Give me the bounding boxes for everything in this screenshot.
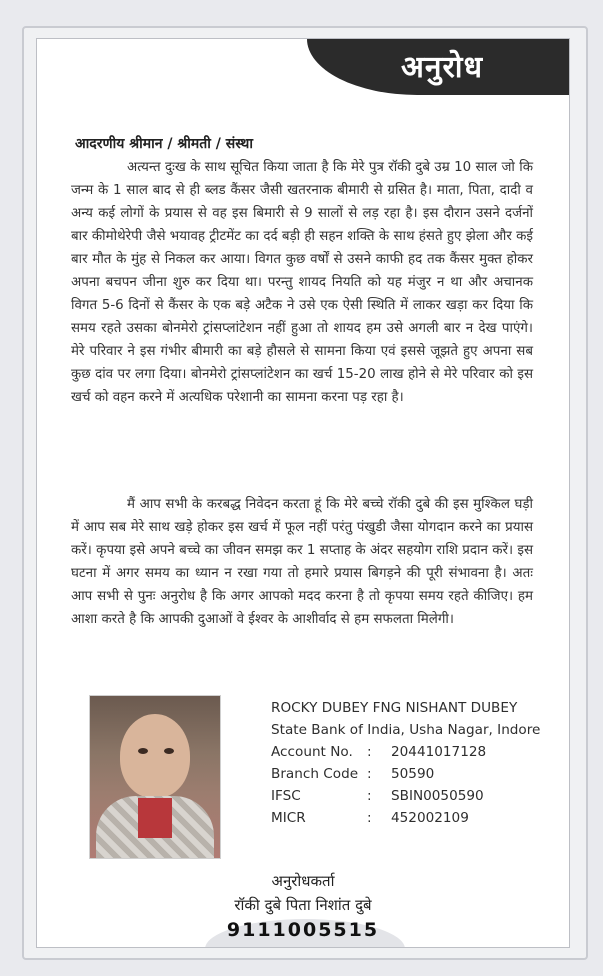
bank-value: 452002109 — [391, 810, 469, 826]
phone-number: 9111005515 — [226, 919, 380, 941]
bank-separator: : — [367, 766, 372, 782]
bank-label: Account No. — [271, 744, 353, 760]
bank-row — [271, 807, 540, 829]
bank-row — [271, 785, 540, 807]
bank-row — [271, 763, 540, 785]
bank-label: MICR — [271, 810, 306, 826]
salutation: आदरणीय श्रीमान / श्रीमती / संस्था — [75, 136, 253, 152]
bank-label: IFSC — [271, 788, 301, 804]
photo-face — [120, 714, 190, 798]
child-photo — [89, 695, 221, 859]
photo-eye — [164, 748, 174, 754]
paragraph-1: अत्यन्त दुःख के साथ सूचित किया जाता है कि मेरे पुत्र रॉकी दुबे उम्र 10 साल जो कि जन्म के 1 साल बाद से ही ब्लड कैंसर जैसी खतरनाक बीमारी से ग्रसित है। माता, पिता, दादी व अन्य कई लोगों के प्रयास से वह इस बिमारी से 9 सालों से लड़ रहा है। इस दौरान उसने दर्जनों बार कीमोथेरेपी जैसे भयावह ट्रीटमेंट का दर्द बड़ी ही सहन शक्ति के साथ हंसते हुए झेला और कई बार मौत के मुंह से निकल कर आया। विगत कुछ वर्षों से उसने काफी हद तक कैंसर मुक्त होकर अपना बचपन जीना शुरु कर दिया था। परन्तु शायद नियति को यह मंजुर न था और अचानक विगत 5-6 दिनों से कैंसर के एक बड़े अटैक ने उसे एक ऐसी स्थिति में लाकर खड़ा कर दिया कि समय रहते उसका बोनमेरो ट्रांसप्लांटेशन नहीं हुआ तो शायद हम उसे अगली बार न देख पाएंगे। मेरे परिवार ने इस गंभीर बीमारी का बड़े हौसले से सामना किया एवं इससे जूझते हुए अपना सब कुछ दांव पर लगा दिया। बोनमेरो ट्रांसप्लांटेशन का खर्च 15-20 लाख होने से मेरे परिवार को इस खर्च को वहन करने में अत्यधिक परेशानी का सामना करना पड़ रहा है। — [71, 160, 533, 405]
account-name: ROCKY DUBEY FNG NISHANT DUBEY — [271, 700, 518, 716]
bank-value: SBIN0050590 — [391, 788, 484, 804]
bank-value: 50590 — [391, 766, 435, 782]
photo-collar — [138, 798, 172, 838]
bank-separator: : — [367, 788, 372, 804]
bank-branch: State Bank of India, Usha Nagar, Indore — [271, 722, 541, 738]
appeal-letter — [36, 38, 570, 948]
bank-separator: : — [367, 810, 372, 826]
bank-details — [271, 697, 540, 829]
bank-label: Branch Code — [271, 766, 359, 782]
bank-row — [271, 741, 540, 763]
requester-name: रॉकी दुबे पिता निशांत दुबे — [234, 896, 372, 914]
page-title: अनुरोध — [400, 50, 484, 85]
bank-separator: : — [367, 744, 372, 760]
requester-label: अनुरोधकर्ता — [271, 872, 335, 890]
photo-eye — [138, 748, 148, 754]
bank-value: 20441017128 — [391, 744, 487, 760]
paragraph-2: मैं आप सभी के करबद्ध निवेदन करता हूं कि मेरे बच्चे रॉकी दुबे की इस मुश्किल घड़ी में आप सब मेरे साथ खड़े होकर इस खर्च में फूल नहीं परंतु पंखुडी जैसा योगदान करने का प्रयास करें। कृपया इसे अपने बच्चे का जीवन समझ कर 1 सप्ताह के अंदर सहयोग राशि प्रदान करें। इस घटना में अगर समय का ध्यान न रखा गया तो हमारे प्रयास बिगड़ने की पूरी संभावना है। अतः आप सभी से पुनः अनुरोध है कि अगर आपको मदद करना है तो कृपया समय रहते कीजिए। हम आशा करते है कि आपकी दुआओं वे ईश्वर के आशीर्वाद से हम सफलता मिलेगी। — [71, 497, 533, 627]
